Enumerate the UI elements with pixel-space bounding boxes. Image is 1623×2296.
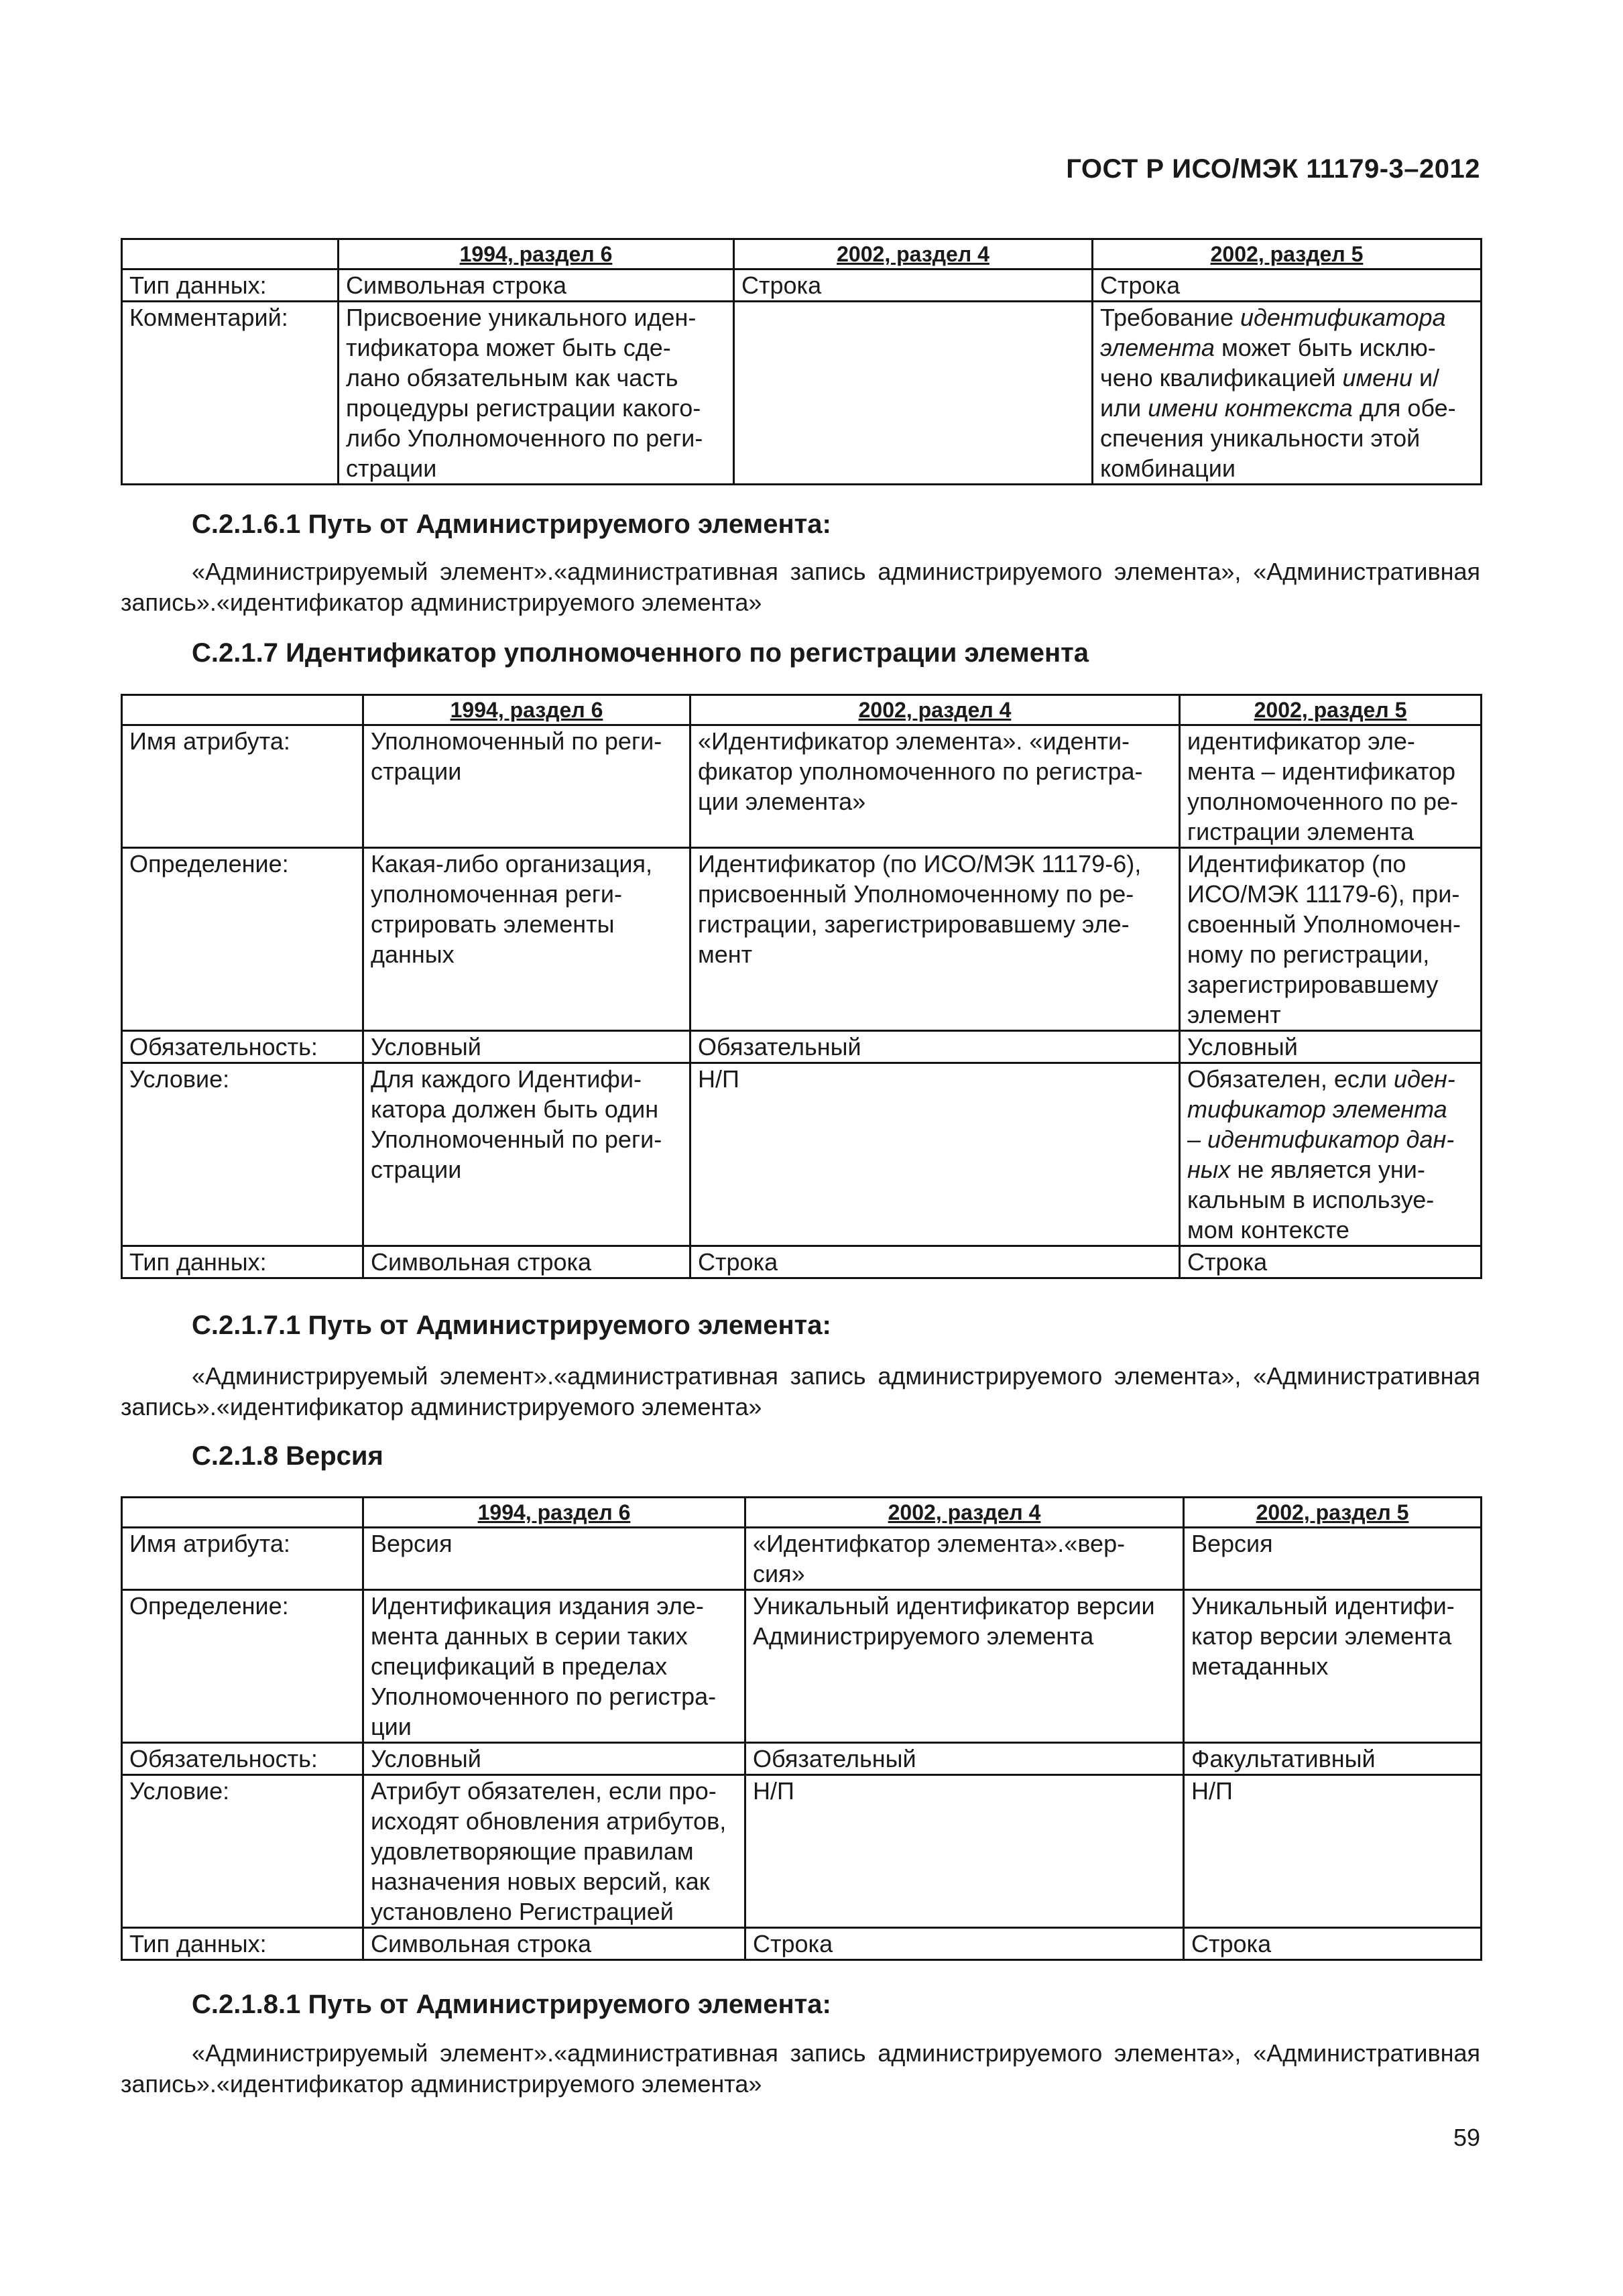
table-3-container — [121, 1496, 1480, 1961]
page-number: 59 — [1453, 2124, 1480, 2151]
row-label: Тип данных: — [122, 269, 339, 302]
cell-2002-4: Строка — [745, 1928, 1184, 1960]
table-3 — [121, 1496, 1482, 1961]
cell-1994: Условный — [363, 1031, 690, 1063]
column-header-1994: 1994, раздел 6 — [339, 239, 734, 269]
cell-2002-5: Н/П — [1184, 1775, 1482, 1928]
table-row — [122, 1031, 1482, 1063]
column-header-2002-5: 2002, раздел 5 — [1180, 695, 1482, 725]
table-2 — [121, 694, 1482, 1279]
table-row — [122, 1590, 1482, 1743]
table-row — [122, 269, 1482, 302]
column-header-2002-4: 2002, раздел 4 — [745, 1498, 1184, 1528]
row-label: Имя атрибута: — [122, 725, 363, 848]
table-row — [122, 1928, 1482, 1960]
table-3-header-empty — [122, 1498, 363, 1528]
row-label: Комментарий: — [122, 302, 339, 485]
cell-1994: Символьная строка — [363, 1928, 745, 1960]
section-paragraph: «Администрируемый элемент».«административная запись администрируемого элемента», «Административная запись».«идентификатор администрируемого элемента» — [121, 1362, 1480, 1421]
cell-1994: Атрибут обязателен, если про- исходят обновления атрибутов, удовлетворяющие правилам назначения новых версий, как установлено Регистрацией — [363, 1775, 745, 1928]
cell-2002-5: идентификатор эле- мента – идентификатор уполномоченного по ре- гистрации элемента — [1180, 725, 1482, 848]
column-header-2002-5: 2002, раздел 5 — [1184, 1498, 1482, 1528]
cell-2002-5: Условный — [1180, 1031, 1482, 1063]
section-heading: C.2.1.8.1 Путь от Администрируемого элемента: — [192, 1990, 831, 2019]
section-paragraph: «Администрируемый элемент».«административная запись администрируемого элемента», «Административная запись».«идентификатор администрируемого элемента» — [121, 558, 1480, 616]
cell-2002-4: Н/П — [745, 1775, 1184, 1928]
cell-2002-5: Идентификатор (по ИСО/МЭК 11179-6), при- своенный Уполномочен- ному по регистрации, зарегистрировавшему элемент — [1180, 848, 1482, 1031]
section-heading: C.2.1.7.1 Путь от Администрируемого элемента: — [192, 1311, 831, 1340]
cell-1994: Идентификация издания эле- мента данных в серии таких спецификаций в пределах Уполномоченного по регистра- ции — [363, 1590, 745, 1743]
row-label: Обязательность: — [122, 1031, 363, 1063]
table-2-header-row — [122, 695, 1482, 725]
table-2-header-empty — [122, 695, 363, 725]
table-row — [122, 725, 1482, 848]
section-paragraph: «Администрируемый элемент».«административная запись администрируемого элемента», «Административная запись».«идентификатор администрируемого элемента» — [121, 2039, 1480, 2098]
row-label: Условие: — [122, 1063, 363, 1246]
cell-2002-5: Версия — [1184, 1528, 1482, 1590]
table-row — [122, 1528, 1482, 1590]
cell-2002-4: Идентификатор (по ИСО/МЭК 11179-6), присвоенный Уполномоченному по ре- гистрации, зарегистрировавшему эле- мент — [690, 848, 1180, 1031]
row-label: Определение: — [122, 848, 363, 1031]
cell-2002-4: Строка — [690, 1246, 1180, 1278]
cell-1994: Какая-либо организация, уполномоченная реги- стрировать элементы данных — [363, 848, 690, 1031]
cell-2002-5: Обязателен, если иден- тификатор элемента – идентификатор дан- ных не является уни- кальным в используе- мом контексте — [1180, 1063, 1482, 1246]
row-label: Тип данных: — [122, 1928, 363, 1960]
cell-1994: Символьная строка — [363, 1246, 690, 1278]
cell-2002-4: Обязательный — [690, 1031, 1180, 1063]
cell-1994: Условный — [363, 1743, 745, 1775]
cell-1994: Версия — [363, 1528, 745, 1590]
column-header-2002-4: 2002, раздел 4 — [690, 695, 1180, 725]
cell-2002-5: Строка — [1093, 269, 1482, 302]
table-1-header-row — [122, 239, 1482, 269]
column-header-1994: 1994, раздел 6 — [363, 1498, 745, 1528]
row-label: Определение: — [122, 1590, 363, 1743]
cell-2002-5: Строка — [1184, 1928, 1482, 1960]
table-row — [122, 1246, 1482, 1278]
cell-1994: Для каждого Идентифи- катора должен быть один Уполномоченный по реги- страции — [363, 1063, 690, 1246]
row-label: Имя атрибута: — [122, 1528, 363, 1590]
section-heading: C.2.1.8 Версия — [192, 1441, 383, 1471]
row-label: Обязательность: — [122, 1743, 363, 1775]
cell-2002-5: Уникальный идентифи- катор версии элемента метаданных — [1184, 1590, 1482, 1743]
cell-2002-4: Строка — [734, 269, 1093, 302]
column-header-2002-4: 2002, раздел 4 — [734, 239, 1093, 269]
table-row — [122, 848, 1482, 1031]
table-row — [122, 1063, 1482, 1246]
column-header-1994: 1994, раздел 6 — [363, 695, 690, 725]
table-1-header-empty — [122, 239, 339, 269]
row-label: Тип данных: — [122, 1246, 363, 1278]
cell-2002-4: Обязательный — [745, 1743, 1184, 1775]
cell-2002-5: Строка — [1180, 1246, 1482, 1278]
table-row — [122, 1743, 1482, 1775]
table-1-container — [121, 238, 1480, 485]
cell-2002-4 — [734, 302, 1093, 485]
row-label: Условие: — [122, 1775, 363, 1928]
cell-2002-4: «Идентификатор элемента». «иденти- фикатор уполномоченного по регистра- ции элемента» — [690, 725, 1180, 848]
cell-1994: Уполномоченный по реги- страции — [363, 725, 690, 848]
table-3-header-row — [122, 1498, 1482, 1528]
table-row — [122, 1775, 1482, 1928]
column-header-2002-5: 2002, раздел 5 — [1093, 239, 1482, 269]
table-row — [122, 302, 1482, 485]
table-1 — [121, 238, 1482, 485]
cell-1994: Символьная строка — [339, 269, 734, 302]
table-2-container — [121, 694, 1480, 1279]
section-heading: C.2.1.6.1 Путь от Администрируемого элемента: — [192, 509, 831, 539]
section-heading: C.2.1.7 Идентификатор уполномоченного по регистрации элемента — [192, 638, 1089, 668]
cell-1994: Присвоение уникального иден- тификатора может быть сде- лано обязательным как часть процедуры регистрации какого- либо Уполномоченного по реги- страции — [339, 302, 734, 485]
cell-2002-4: Уникальный идентификатор версии Администрируемого элемента — [745, 1590, 1184, 1743]
cell-2002-4: Н/П — [690, 1063, 1180, 1246]
standard-code-header: ГОСТ Р ИСО/МЭК 11179-3–2012 — [1066, 154, 1480, 184]
cell-2002-5: Требование идентификатора элемента может быть исклю- чено квалификацией имени и/ или имени контекста для обе- спечения уникальности этой комбинации — [1093, 302, 1482, 485]
cell-2002-4: «Идентифкатор элемента».«вер- сия» — [745, 1528, 1184, 1590]
cell-2002-5: Факультативный — [1184, 1743, 1482, 1775]
